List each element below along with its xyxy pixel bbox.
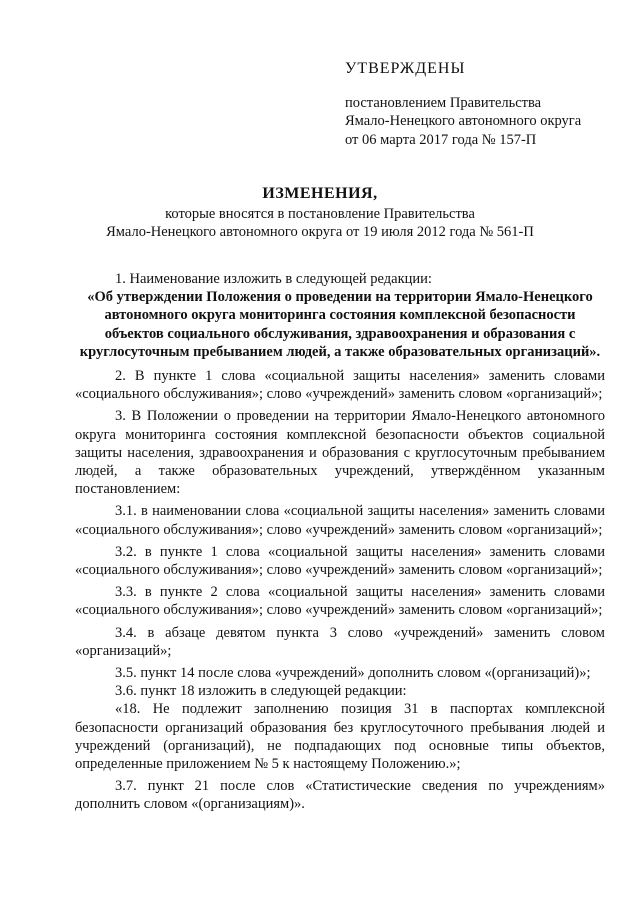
item-3-1: 3.1. в наименовании слова «социальной защиты населения» заменить словами «социального обслуживания»; слово «учреждений» заменить словом «организаций»; [75, 503, 605, 538]
item-3-4: 3.4. в абзаце девятом пункта 3 слово «учреждений» заменить словом «организаций»; [75, 624, 605, 659]
item-3-6-quote: «18. Не подлежит заполнению позиция 31 в паспортах комплексной безопасности организаций образования без круглосуточного пребывания людей и учреждений (организаций), не подпадающих под основные типы объектов, определенные приложением № 5 к настоящему Положению.»; [75, 701, 605, 773]
approval-title: УТВЕРЖДЕНЫ [345, 60, 466, 77]
approval-line-3: от 06 марта 2017 года № 157-П [345, 131, 537, 148]
item-3-7: 3.7. пункт 21 после слов «Статистические сведения по учреждениям» дополнить словом «(организациям)». [75, 778, 605, 813]
heading-line-2: Ямало-Ненецкого автономного округа от 19 июля 2012 года № 561-П [106, 224, 534, 241]
item-3: 3. В Положении о проведении на территории Ямало-Ненецкого автономного округа мониторинга состояния комплексной безопасности объектов социальной защиты населения, здравоохранения и образования с круглосуточным пребыванием людей, а также образовательных учреждений, утверждённом указанным постановлением: [75, 408, 605, 498]
heading-title: ИЗМЕНЕНИЯ, [262, 185, 378, 202]
document-heading [60, 185, 580, 242]
item-3-6: 3.6. пункт 18 изложить в следующей редакции: [115, 683, 407, 700]
item-2: 2. В пункте 1 слова «социальной защиты населения» заменить словами «социального обслуживания»; слово «учреждений» заменить словом «организаций»; [75, 368, 605, 403]
item-1-new-title: «Об утверждении Положения о проведении на территории Ямало-Ненецкого автономного округа мониторинга состояния комплексной безопасности объектов социального обслуживания, здравоохранения и образования с круглосуточным пребыванием людей, а также образовательных организаций». [79, 289, 601, 360]
approval-line-1: постановлением Правительства [345, 95, 542, 112]
item-3-5: 3.5. пункт 14 после слова «учреждений» дополнить словом «(организаций)»; [115, 665, 591, 682]
document-body [75, 270, 605, 814]
approval-line-2: Ямало-Ненецкого автономного округа [345, 113, 582, 130]
item-1: 1. Наименование изложить в следующей редакции: [115, 271, 432, 287]
item-3-2: 3.2. в пункте 1 слова «социальной защиты населения» заменить словами «социального обслуживания»; слово «учреждений» заменить словом «организаций»; [75, 543, 605, 579]
approval-block [345, 60, 615, 149]
item-3-3: 3.3. в пункте 2 слова «социальной защиты населения» заменить словами «социального обслуживания»; слово «учреждений» заменить словом «организаций»; [75, 584, 605, 619]
heading-line-1: которые вносятся в постановление Правительства [165, 206, 475, 223]
